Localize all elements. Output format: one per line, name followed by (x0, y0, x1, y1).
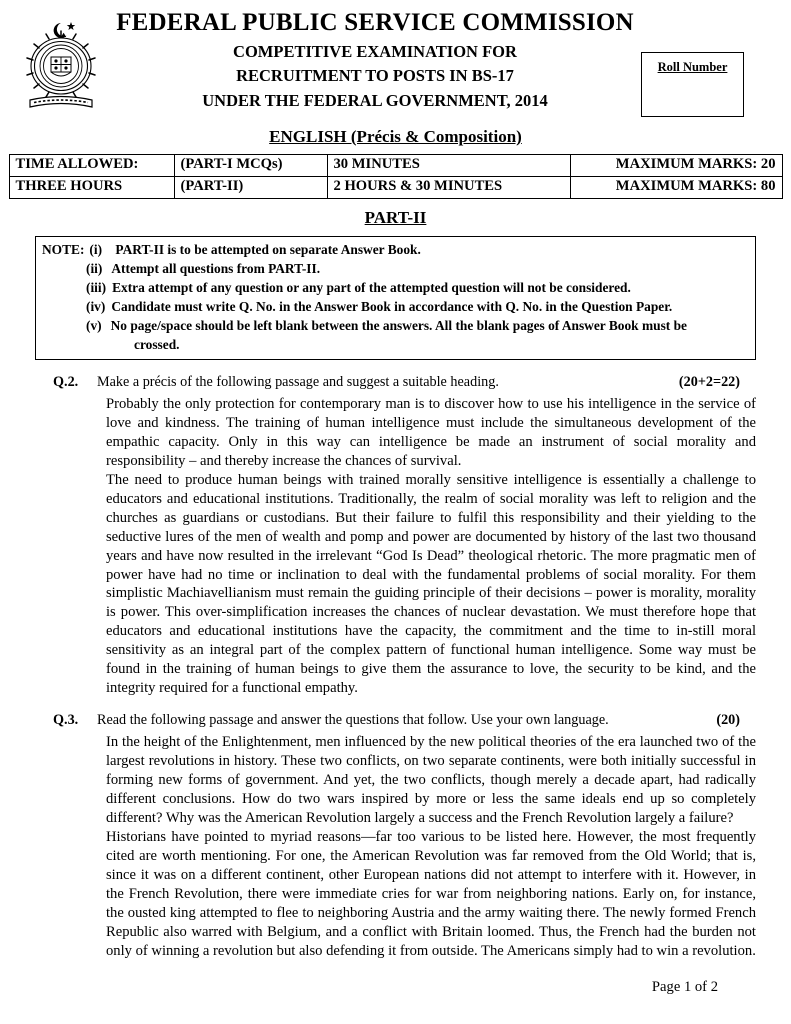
question-prompt: Read the following passage and answer the questions that follow. Use your own language. (97, 712, 609, 729)
passage-paragraph: Historians have pointed to myriad reasons—far too various to be listed here. However, the most frequently cited are worth mentioning. For one, the American Revolution was far removed from the Old World; that is, since it was on a different continent, other European nations did not attempt to interfere with it. However, in the French Revolution, there were immediate cries for war from neighboring nations. Early on, for instance, the ousted king attempted to flee to neighboring Austria and the army waiting there. The newly formed French Republic also warred with Belgium, and a conflict with Britain loomed. Thus, the French had the burden not only of winning a revolution but also defending it from outside. The Americans simply had to win a revolution. (106, 829, 756, 959)
note-item-text: Candidate must write Q. No. in the Answer Book in accordance with Q. No. in the Question Paper. (111, 298, 673, 314)
note-item-number: (i) (89, 241, 103, 257)
question-prompt: Make a précis of the following passage and suggest a suitable heading. (97, 373, 499, 390)
passage-paragraph: Probably the only protection for contemporary man is to discover how to use his intelligence in the service of love and kindness. The training of human intelligence must include the simultaneous development of the empathic capacity. Only in this way can intelligence be made an instrument of social morality and responsibility – and thereby increase the chances of survival. (106, 395, 756, 469)
note-item-continuation: crossed. (134, 336, 180, 352)
table-row (9, 176, 782, 198)
note-item-text: No page/space should be left blank between the answers. All the blank pages of Answer Book must be (110, 317, 687, 333)
note-item (42, 240, 749, 259)
note-item-text: PART-II is to be attempted on separate Answer Book. (115, 241, 421, 257)
part-heading (0, 208, 791, 228)
note-item (42, 297, 749, 316)
page-footer (0, 979, 791, 996)
question-marks: (20) (716, 712, 740, 729)
note-item (42, 316, 749, 335)
note-item-text: Attempt all questions from PART-II. (111, 260, 321, 276)
subtitle-line-3: UNDER THE FEDERAL GOVERNMENT, 2014 (202, 91, 548, 111)
note-box (35, 236, 756, 360)
page-number-label: Page 1 of 2 (651, 979, 718, 995)
note-item (42, 278, 749, 297)
subtitle-line-2: RECRUITMENT TO POSTS IN BS-17 (236, 66, 514, 86)
note-label: NOTE: (42, 241, 85, 257)
questions-container (35, 374, 756, 961)
passage-paragraph: The need to produce human beings with trained morally sensitive intelligence is essentially a challenge to educators and educational institutions. Traditionally, the realm of social morality was left to religion and the churches as guardians or custodians. But their failure to fulfil this responsibility and their yielding to the seductive lures of the men of wealth and pomp and power are documented by history of the last two thousand years and have now resulted in the irrelevant “God Is Dead” theological rhetoric. The more pragmatic men of power have had no time or inclination to deal with the fundamental problems of social morality. For them simplistic Machiavellianism must remain the guiding principle of their decisions – power is morality, morality is power. This over-simplification increases the chances of nuclear devastation. We must therefore hope that educators and educational institutions have the capacity, the commitment and the time to in-still moral sensitivity as an integral part of the complex pattern of functional human intelligence. Some way must be found in the training of human beings to give them the assurance to love, the security to be kind, and the integrity required for a functional empathy. (106, 471, 756, 697)
cell-maximum-marks: MAXIMUM MARKS: 80 (570, 176, 782, 198)
note-item-text: Extra attempt of any question or any part of the attempted question will not be considered. (112, 279, 631, 295)
question-marks: (20+2=22) (678, 373, 740, 390)
page-title: FEDERAL PUBLIC SERVICE COMMISSION (116, 9, 634, 36)
note-item-number: (ii) (86, 260, 103, 276)
subtitle-line-1: COMPETITIVE EXAMINATION FOR (233, 41, 517, 61)
question-number: Q.3. (53, 712, 79, 729)
title-block (110, 8, 640, 112)
cell-part-label: (PART-II) (174, 176, 327, 198)
roll-number-box[interactable] (641, 52, 744, 117)
part-heading-text: PART-II (364, 207, 427, 227)
cell-duration: 2 HOURS & 30 MINUTES (327, 176, 570, 198)
note-item-number: (v) (86, 317, 102, 333)
subject-heading (0, 127, 791, 147)
subject-heading-text: ENGLISH (Précis & Composition) (269, 127, 522, 146)
note-item (42, 259, 749, 278)
cell-part-label: (PART-I MCQs) (174, 155, 327, 177)
note-item-number: (iii) (86, 279, 107, 295)
note-item-number: (iv) (86, 298, 106, 314)
passage-paragraph: In the height of the Enlightenment, men influenced by the new political theories of the era launched two of the largest revolutions in history. These two conflicts, on two separate continents, were both initially successful in forming new forms of government. And yet, the two conflicts, though merely a decade apart, had radically different conclusions. How do two wars inspired by more or less the same ideals end up so completely different? Why was the American Revolution largely a success and the French Revolution largely a failure? (106, 734, 756, 827)
fpsc-emblem-icon (18, 16, 104, 116)
question-number: Q.2. (53, 373, 79, 390)
roll-number-label: Roll Number (657, 60, 728, 74)
cell-time-allowed: THREE HOURS (9, 176, 174, 198)
page-header (0, 0, 791, 125)
cell-maximum-marks: MAXIMUM MARKS: 20 (570, 155, 782, 177)
question-header-q3 (35, 712, 756, 729)
question-header-q2 (35, 374, 756, 391)
exam-info-table (9, 154, 783, 199)
cell-time-allowed: TIME ALLOWED: (9, 155, 174, 177)
cell-duration: 30 MINUTES (327, 155, 570, 177)
table-row (9, 155, 782, 177)
